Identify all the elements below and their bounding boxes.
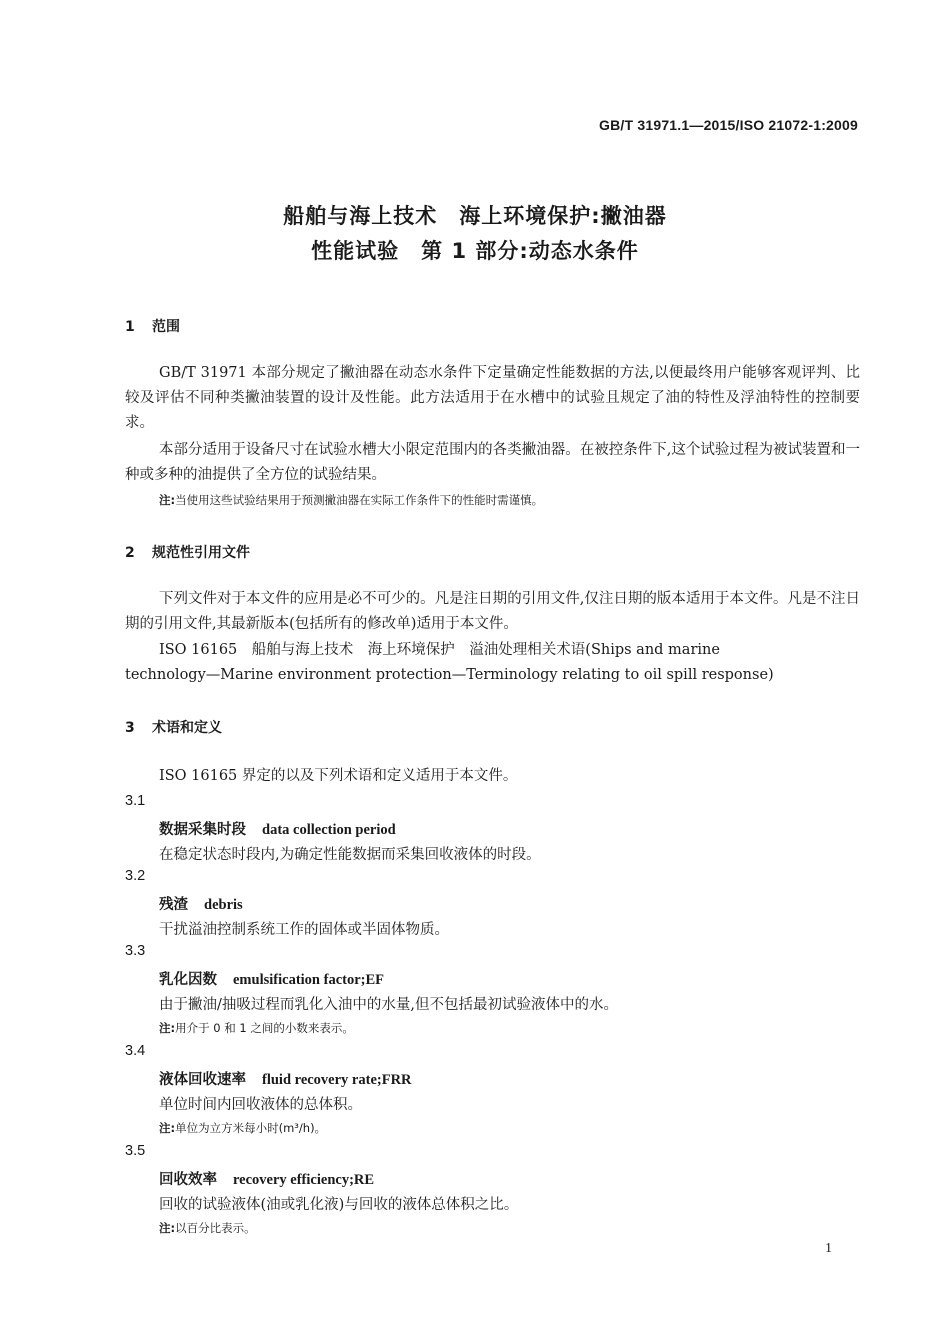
term-english: debris bbox=[204, 897, 243, 913]
section-1-heading bbox=[125, 316, 180, 336]
page-number: 1 bbox=[825, 1241, 832, 1256]
section-2-heading bbox=[125, 542, 250, 562]
clause-number: 3.4 bbox=[125, 1043, 146, 1059]
section-3-heading bbox=[125, 717, 222, 737]
document-title-line-2: 性能试验 第 1 部分:动态水条件 bbox=[311, 239, 639, 263]
term-note bbox=[159, 1020, 354, 1036]
term-chinese: 残渣 bbox=[159, 897, 188, 913]
term-chinese: 乳化因数 bbox=[159, 972, 217, 988]
note-text: 单位为立方米每小时(m³/h)。 bbox=[175, 1121, 327, 1135]
term-chinese: 液体回收速率 bbox=[159, 1072, 246, 1088]
term-english: emulsification factor;EF bbox=[233, 972, 385, 988]
reference-iso-16165-line-1: ISO 16165 船舶与海上技术 海上环境保护 溢油处理相关术语(Ships and marine bbox=[159, 642, 720, 658]
note-text: 当使用这些试验结果用于预测撇油器在实际工作条件下的性能时需谨慎。 bbox=[175, 493, 544, 507]
note-text: 用介于 0 和 1 之间的小数来表示。 bbox=[175, 1021, 354, 1035]
term-chinese: 数据采集时段 bbox=[159, 822, 246, 838]
section-2-title: 规范性引用文件 bbox=[152, 545, 250, 561]
section-1-note bbox=[159, 492, 543, 508]
term-heading bbox=[159, 968, 384, 989]
clause-number: 3.1 bbox=[125, 793, 146, 809]
section-1-title: 范围 bbox=[152, 319, 180, 335]
document-title-line-1: 船舶与海上技术 海上环境保护:撇油器 bbox=[283, 204, 667, 228]
term-english: data collection period bbox=[262, 822, 396, 838]
note-label: 注: bbox=[159, 1021, 176, 1035]
standard-code: GB/T 31971.1—2015/ISO 21072-1:2009 bbox=[599, 117, 858, 133]
term-english: fluid recovery rate;FRR bbox=[262, 1072, 412, 1088]
clause-number: 3.5 bbox=[125, 1143, 146, 1159]
section-1-number: 1 bbox=[125, 319, 135, 335]
note-text: 以百分比表示。 bbox=[175, 1221, 256, 1235]
term-heading bbox=[159, 1168, 374, 1189]
term-definition: 由于撇油/抽吸过程而乳化入油中的水量,但不包括最初试验液体中的水。 bbox=[159, 997, 618, 1013]
note-label: 注: bbox=[159, 1121, 176, 1135]
term-definition: 回收的试验液体(油或乳化液)与回收的液体总体积之比。 bbox=[159, 1197, 519, 1213]
term-definition: 在稳定状态时段内,为确定性能数据而采集回收液体的时段。 bbox=[159, 847, 541, 863]
section-2-paragraph-1: 下列文件对于本文件的应用是必不可少的。凡是注日期的引用文件,仅注日期的版本适用于本文件。凡是不注日期的引用文件,其最新版本(包括所有的修改单)适用于本文件。 bbox=[125, 591, 860, 632]
note-label: 注: bbox=[159, 493, 176, 507]
term-heading bbox=[159, 893, 243, 914]
term-definition: 干扰溢油控制系统工作的固体或半固体物质。 bbox=[159, 922, 449, 938]
term-definition: 单位时间内回收液体的总体积。 bbox=[159, 1097, 362, 1113]
section-1-paragraph-2: 本部分适用于设备尺寸在试验水槽大小限定范围内的各类撇油器。在被控条件下,这个试验过程为被试装置和一种或多种的油提供了全方位的试验结果。 bbox=[125, 442, 860, 483]
section-1-paragraph-1: GB/T 31971 本部分规定了撇油器在动态水条件下定量确定性能数据的方法,以便最终用户能够客观评判、比较及评估不同种类撇油装置的设计及性能。此方法适用于在水槽中的试验且规定了油的特性及浮油特性的控制要求。 bbox=[125, 365, 860, 431]
term-heading bbox=[159, 1068, 412, 1089]
clause-number: 3.3 bbox=[125, 943, 146, 959]
section-3-intro: ISO 16165 界定的以及下列术语和定义适用于本文件。 bbox=[159, 768, 518, 784]
note-label: 注: bbox=[159, 1221, 176, 1235]
clause-number: 3.2 bbox=[125, 868, 146, 884]
section-2-number: 2 bbox=[125, 545, 135, 561]
section-3-number: 3 bbox=[125, 720, 135, 736]
term-heading bbox=[159, 818, 396, 839]
section-3-title: 术语和定义 bbox=[152, 720, 222, 736]
term-note bbox=[159, 1220, 256, 1236]
term-chinese: 回收效率 bbox=[159, 1172, 217, 1188]
term-english: recovery efficiency;RE bbox=[233, 1172, 375, 1188]
term-note bbox=[159, 1120, 326, 1136]
reference-iso-16165-line-2: technology—Marine environment protection—Terminology relating to oil spill response) bbox=[125, 667, 774, 683]
